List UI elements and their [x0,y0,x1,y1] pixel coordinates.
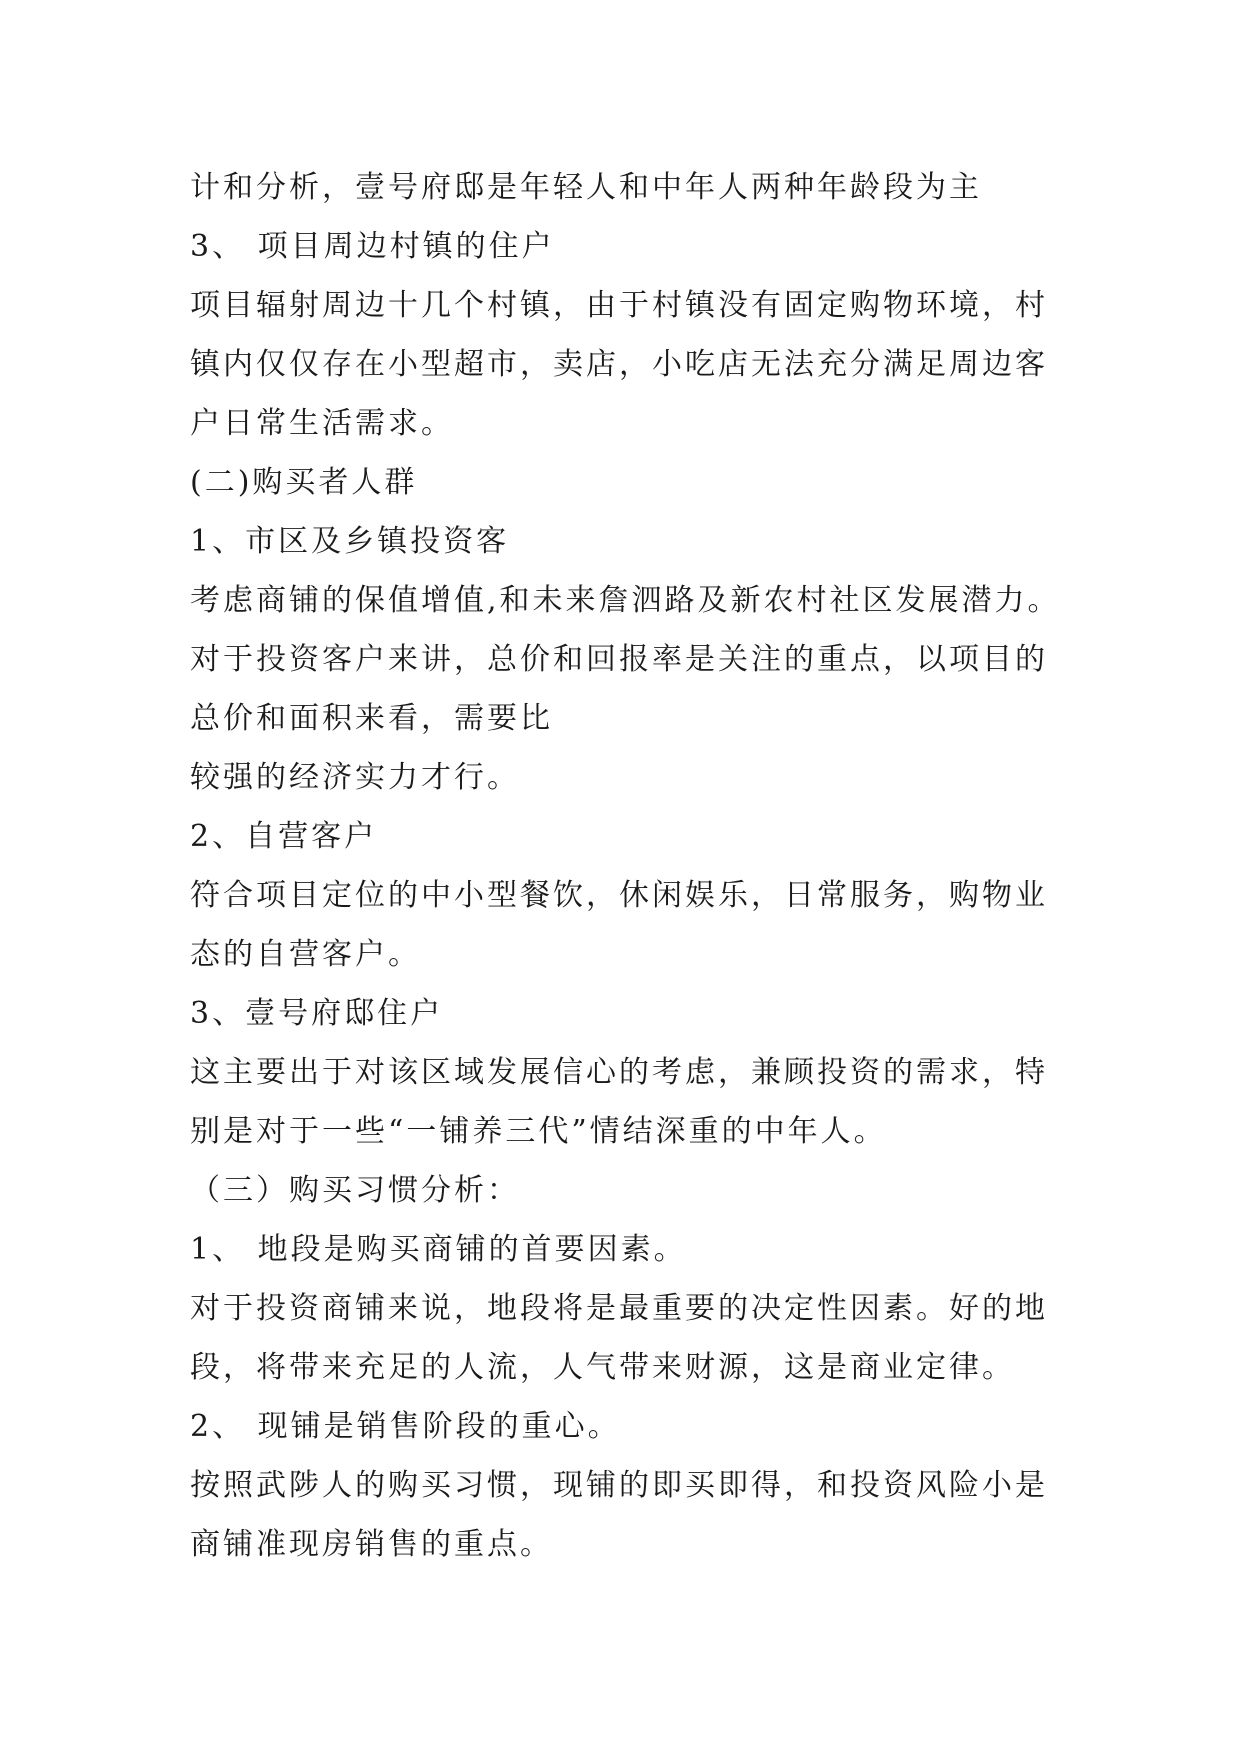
text-line: 这主要出于对该区域发展信心的考虑，兼顾投资的需求，特 [190,1055,1048,1090]
section-heading: 3、 项目周边村镇的住户 [190,229,555,264]
text-line: 总价和面积来看，需要比 [190,701,553,736]
text-line: 对于投资客户来讲，总价和回报率是关注的重点，以项目的 [190,642,1048,677]
text-line: 考虑商铺的保值增值,和未来詹泗路及新农村社区发展潜力。 [190,583,1061,618]
text-line: 对于投资商铺来说，地段将是最重要的决定性因素。好的地 [190,1291,1048,1326]
section-heading: 3、壹号府邸住户 [190,996,444,1031]
section-heading: 1、 地段是购买商铺的首要因素。 [190,1232,687,1267]
text-line: 较强的经济实力才行。 [190,760,520,795]
document-body [190,158,1070,1574]
text-line: 项目辐射周边十几个村镇，由于村镇没有固定购物环境，村 [190,288,1048,323]
section-heading: 2、 现铺是销售阶段的重心。 [190,1409,621,1444]
section-heading: （三）购买习惯分析： [190,1173,520,1208]
section-heading: 2、自营客户 [190,819,378,854]
section-heading: 1、市区及乡镇投资客 [190,524,510,559]
section-heading: (二)购买者人群 [190,465,418,500]
text-line: 别是对于一些“一铺养三代”情结深重的中年人。 [190,1114,887,1149]
text-line: 户日常生活需求。 [190,406,454,441]
text-line: 镇内仅仅存在小型超市，卖店，小吃店无法充分满足周边客 [190,347,1048,382]
text-line: 段，将带来充足的人流，人气带来财源，这是商业定律。 [190,1350,1015,1385]
text-line: 态的自营客户。 [190,937,421,972]
text-line: 符合项目定位的中小型餐饮，休闲娱乐，日常服务，购物业 [190,878,1048,913]
text-line: 商铺准现房销售的重点。 [190,1527,553,1562]
text-line: 计和分析，壹号府邸是年轻人和中年人两种年龄段为主 [190,170,982,205]
text-line: 按照武陟人的购买习惯，现铺的即买即得，和投资风险小是 [190,1468,1048,1503]
